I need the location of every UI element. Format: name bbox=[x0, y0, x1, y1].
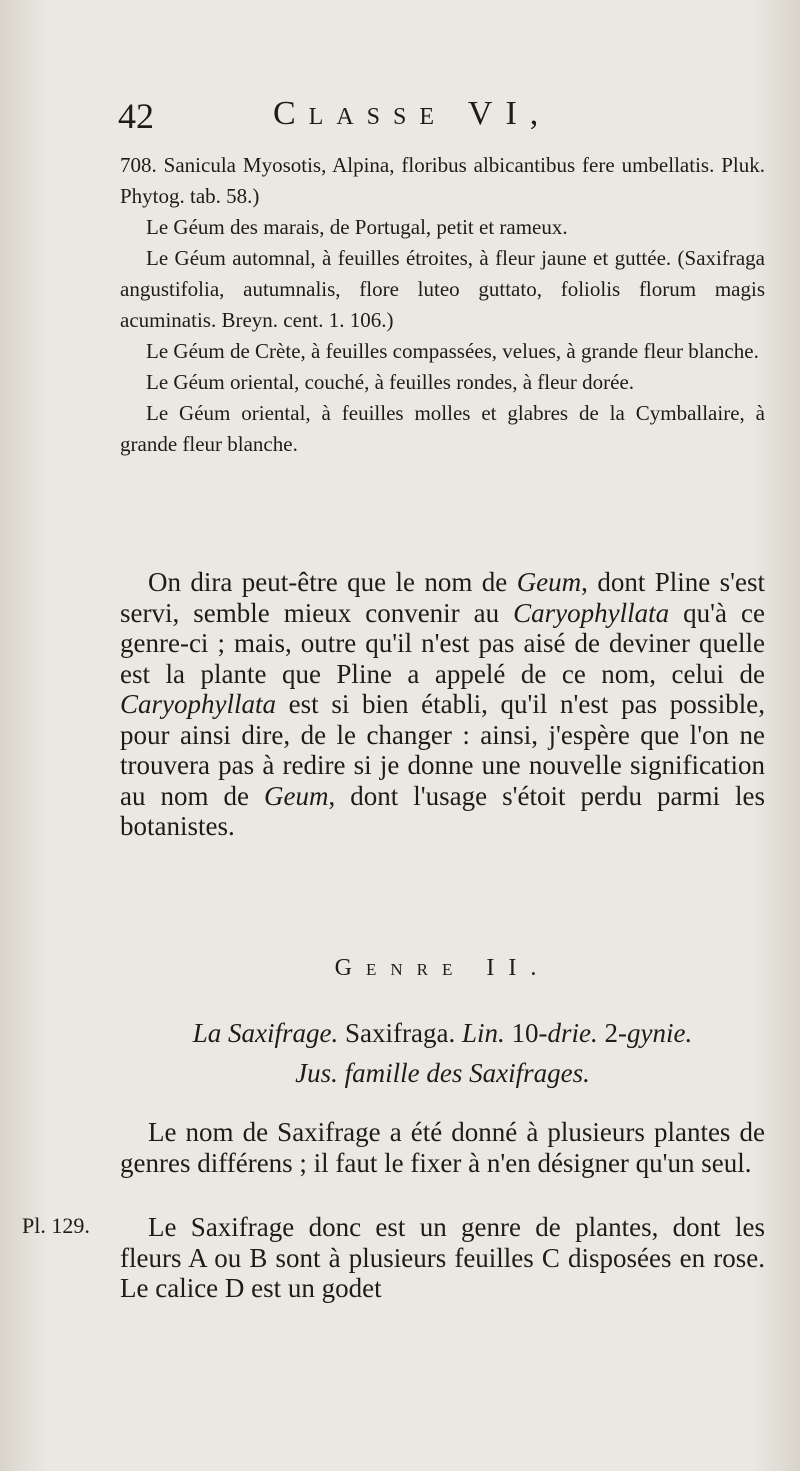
paragraph bbox=[120, 567, 765, 842]
text-run: est si bien établi, qu'il n'est pas possible, pour ainsi dire, de le changer : ainsi, j'espère que l'on ne trouvera pas à redire si je donne une nouvelle signification au nom de bbox=[120, 689, 765, 811]
italic-term: Caryophyllata bbox=[120, 689, 276, 719]
class-title: Classe VI, bbox=[273, 95, 552, 132]
genre-heading: Genre II. bbox=[334, 955, 551, 981]
genre-title bbox=[120, 1013, 765, 1093]
list-entry: Le Géum oriental, à feuilles molles et glabres de la Cymballaire, à grande fleur blanche. bbox=[120, 401, 765, 456]
page-number: 42 bbox=[118, 96, 154, 136]
italic-term: gynie. bbox=[627, 1018, 693, 1048]
paragraph: Le Saxifrage donc est un genre de plantes, dont les fleurs A ou B sont à plusieurs feuilles C disposées en rose. Le calice D est un godet bbox=[120, 1212, 765, 1303]
italic-term: Lin. bbox=[461, 1018, 505, 1048]
text-run: qu'à ce genre-ci ; mais, outre qu'il n'est pas aisé de deviner quelle est la plante que Pline a appelé de ce nom, celui de bbox=[120, 597, 765, 689]
text-run: , dont l'usage s'étoit perdu parmi les botanistes. bbox=[120, 780, 765, 841]
text-run: 2- bbox=[597, 1018, 627, 1048]
running-head bbox=[118, 95, 638, 141]
geum-paragraph bbox=[120, 567, 765, 842]
list-entry: Le Géum automnal, à feuilles étroites, à fleur jaune et guttée. (Saxifraga angustifolia, autumnalis, flore luteo guttato, foliolis florum magis acuminatis. Breyn. cent. 1. 106.) bbox=[120, 246, 765, 332]
italic-term: Geum bbox=[516, 567, 582, 597]
plate-reference: Pl. 129. bbox=[22, 1213, 90, 1238]
text-run: Saxifraga. bbox=[338, 1018, 462, 1048]
italic-term: Caryophyllata bbox=[513, 597, 670, 628]
saxifrage-intro bbox=[120, 1117, 765, 1178]
saxifrage-description bbox=[120, 1212, 765, 1304]
italic-term: drie. bbox=[547, 1018, 598, 1048]
paragraph: Le nom de Saxifrage a été donné à plusieurs plantes de genres différens ; il faut le fixer à n'en désigner qu'un seul. bbox=[120, 1117, 765, 1178]
list-entry: Le Géum des marais, de Portugal, petit et rameux. bbox=[146, 215, 568, 239]
species-list bbox=[120, 150, 765, 460]
genre-subtitle bbox=[120, 1053, 765, 1093]
text-run: , dont Pline s'est servi, semble mieux convenir au bbox=[120, 567, 765, 628]
list-entry: 708. Sanicula Myosotis, Alpina, floribus albicantibus fere umbellatis. Pluk. Phytog. tab. 58.) bbox=[120, 153, 765, 208]
italic-term: Jus. famille des Saxifrages. bbox=[295, 1058, 590, 1088]
list-entry: Le Géum oriental, couché, à feuilles rondes, à fleur dorée. bbox=[146, 370, 635, 394]
text-run: On dira peut-être que le nom de bbox=[148, 567, 517, 597]
italic-term: La Saxifrage. bbox=[192, 1018, 339, 1048]
italic-term: Geum bbox=[264, 780, 329, 811]
genre-title-line bbox=[120, 1013, 765, 1053]
list-entry: Le Géum de Crète, à feuilles compassées, velues, à grande fleur blanche. bbox=[146, 339, 759, 363]
text-run: 10- bbox=[504, 1018, 548, 1048]
